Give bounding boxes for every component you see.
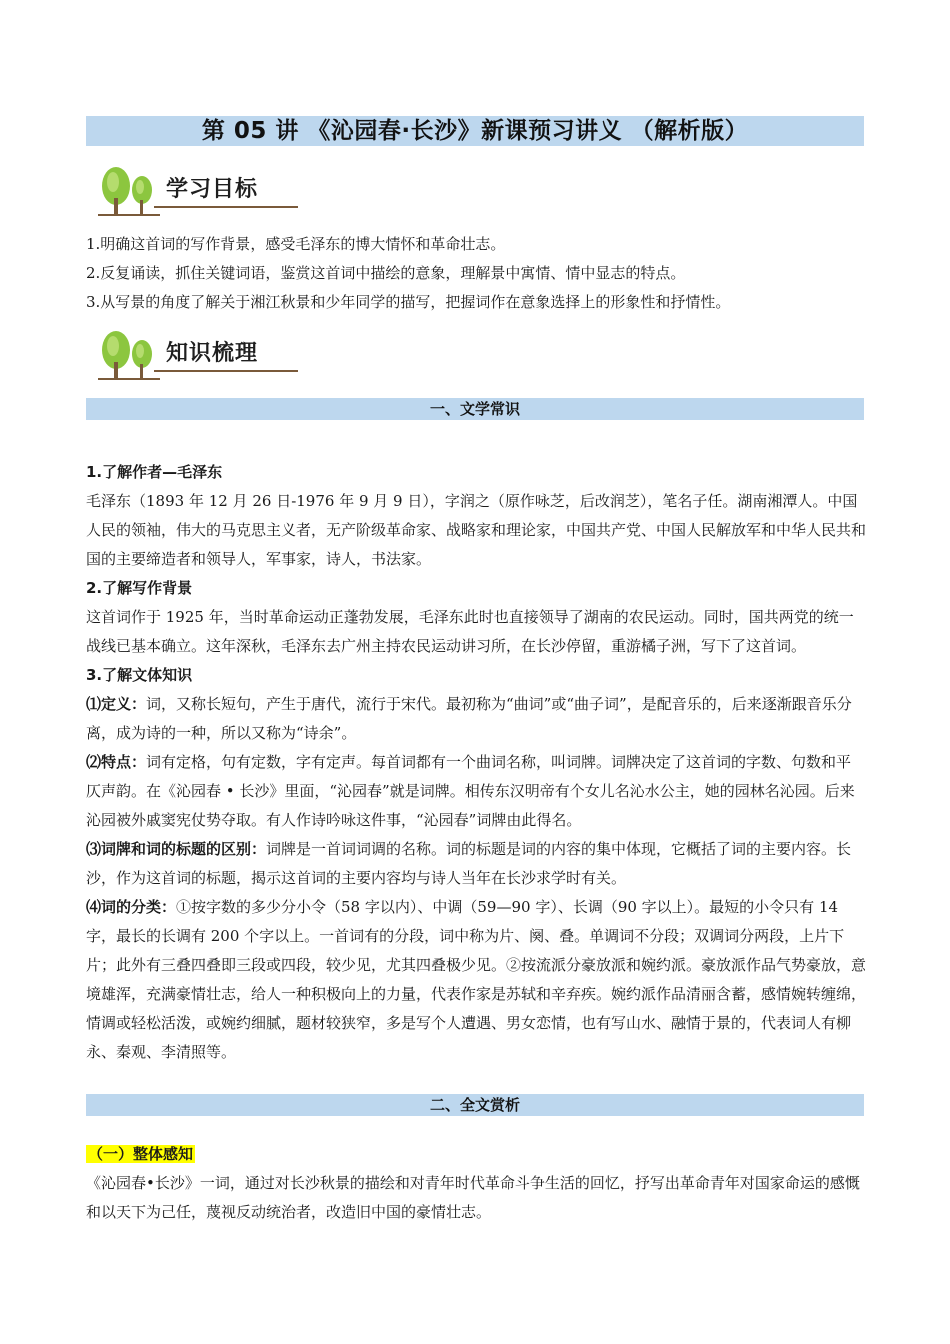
- genre-item-text: 词牌是一首词词调的名称。词的标题是词的内容的集中体现，它概括了词的主要内容。长沙，作为这首词的标题，揭示这首词的主要内容均与诗人当年在长沙求学时有关。: [86, 840, 852, 887]
- genre-item-label: ⑶词牌和词的标题的区别：: [86, 840, 267, 858]
- genre-item-text: ①按字数的多少分小令（58 字以内）、中调（59—90 字）、长调（90 字以上）。最短的小令只有 14 字，最长的长调有 200 个字以上。一首词有的分段，词中称为片、阕、叠。单调词不分段；双调词分两段，上片下片；此外有三叠四叠即三段或四段，较少见，尤其四叠极少见。②按流派分豪放派和婉约派。豪放派作品气势豪放，意境雄浑，充满豪情壮志，给人一种积极向上的力量，代表作家是苏轼和辛弃疾。婉约派作品清丽含蓄，感情婉转缠绵，情调或轻松活泼，或婉约细腻，题材较狭窄，多是写个人遭遇、男女恋情，也有写山水、融情于景的，代表词人有柳永、秦观、李清照等。: [86, 898, 867, 1061]
- goal-item: 3.从写景的角度了解关于湘江秋景和少年同学的描写，把握词作在意象选择上的形象性和抒情性。: [86, 293, 731, 311]
- overall-perception-title: （一）整体感知: [88, 1145, 194, 1163]
- section-appreciation-bar: 二、全文赏析: [86, 1094, 864, 1116]
- section-literature-body: [86, 458, 866, 1067]
- knowledge-heading-badge: [94, 326, 304, 382]
- genre-item-definition: [86, 690, 866, 748]
- genre-item-text: 词有定格，句有定数，字有定声。每首词都有一个曲词名称，叫词牌。词牌决定了这首词的字数、句数和平仄声韵。在《沁园春 • 长沙》里面，“沁园春”就是词牌。相传东汉明帝有个女儿名沁水公主，她的园林名沁园。后来沁园被外戚窦宪仗势夺取。有人作诗吟咏这件事，“沁园春”词牌由此得名。: [86, 753, 855, 829]
- genre-item-classification: [86, 893, 866, 1067]
- background-body: 这首词作于 1925 年，当时革命运动正蓬勃发展，毛泽东此时也直接领导了湖南的农民运动。同时，国共两党的统一战线已基本确立。这年深秋，毛泽东去广州主持农民运动讲习所，在长沙停留，重游橘子洲，写下了这首词。: [86, 608, 854, 655]
- goals-heading-badge: [94, 162, 304, 218]
- author-title: 1.了解作者—毛泽东: [86, 463, 223, 481]
- goal-item: 2.反复诵读，抓住关键词语，鉴赏这首词中描绘的意象，理解景中寓情、情中显志的特点。: [86, 264, 686, 282]
- genre-item-text: 词，又称长短句，产生于唐代，流行于宋代。最初称为“曲词”或“曲子词”，是配音乐的，后来逐渐跟音乐分离，成为诗的一种，所以又称为“诗余”。: [86, 695, 852, 742]
- section-literature-bar: 一、文学常识: [86, 398, 864, 420]
- goals-list: [86, 230, 866, 317]
- background-title: 2.了解写作背景: [86, 579, 193, 597]
- section-appreciation-body: [86, 1140, 866, 1227]
- genre-item-difference: [86, 835, 866, 893]
- author-body: 毛泽东（1893 年 12 月 26 日-1976 年 9 月 9 日），字润之（原作咏芝，后改润芝），笔名子任。湖南湘潭人。中国人民的领袖，伟大的马克思主义者，无产阶级革命家、战略家和理论家，中国共产党、中国人民解放军和中华人民共和国的主要缔造者和领导人，军事家，诗人，书法家。: [86, 492, 867, 568]
- goals-heading: 学习目标: [166, 177, 259, 202]
- tree-icon: [94, 162, 164, 218]
- genre-item-label: ⑵特点：: [86, 753, 147, 771]
- overall-perception-body: 《沁园春•长沙》一词，通过对长沙秋景的描绘和对青年时代革命斗争生活的回忆，抒写出革命青年对国家命运的感慨和以天下为己任，蔑视反动统治者，改造旧中国的豪情壮志。: [86, 1174, 860, 1221]
- genre-title: 3.了解文体知识: [86, 666, 193, 684]
- genre-item-label: ⑷词的分类：: [86, 898, 177, 916]
- goal-item: 1.明确这首词的写作背景，感受毛泽东的博大情怀和革命壮志。: [86, 235, 506, 253]
- heading-underline: [154, 206, 298, 208]
- tree-icon: [94, 326, 164, 382]
- page-title: 第 05 讲 《沁园春·长沙》新课预习讲义 （解析版）: [86, 116, 864, 146]
- heading-underline: [154, 370, 298, 372]
- genre-item-label: ⑴定义：: [86, 695, 147, 713]
- knowledge-heading: 知识梳理: [166, 341, 259, 366]
- genre-item-features: [86, 748, 866, 835]
